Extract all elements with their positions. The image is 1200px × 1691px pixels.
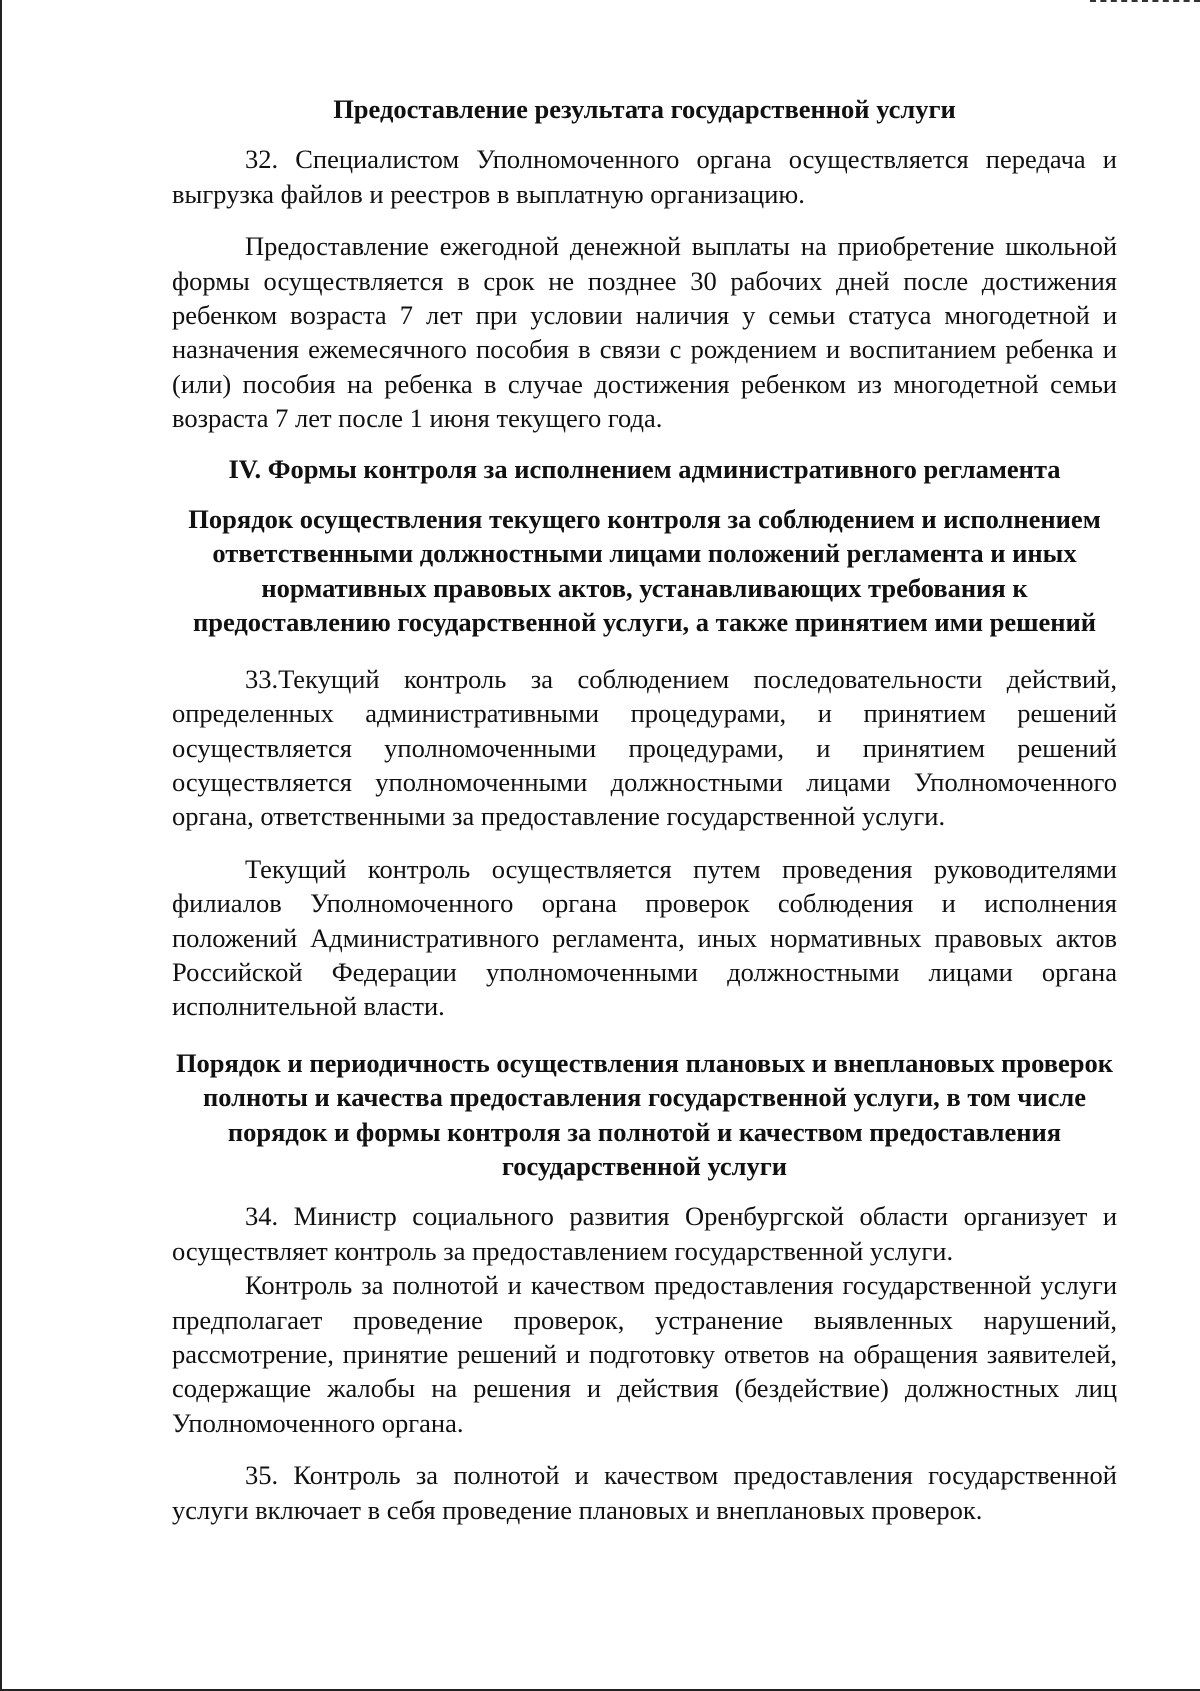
document-body <box>172 92 1117 1527</box>
paragraph-34-control: Контроль за полнотой и качеством предоставления государственной услуги предполагает проведение проверок, устранение выявленных нарушений, рассмотрение, принятие решений и подготовку ответов на обращения заявителей, содержащие жалобы на решения и действия (бездействие) должностных лиц Уполномоченного органа. <box>172 1270 1117 1438</box>
heading-inspections: Порядок и периодичность осуществления плановых и внеплановых проверок полноты и качества предоставления государственной услуги, в том числе порядок и формы контроля за полнотой и качеством предоставления государственной услуги <box>175 1047 1114 1181</box>
paragraph-33-control: Текущий контроль осуществляется путем проведения руководителями филиалов Уполномоченного органа проверок соблюдения и исполнения положений Административного регламента, иных нормативных правовых актов Российской Федерации уполномоченными должностными лицами органа исполнительной власти. <box>172 853 1117 1022</box>
heading-section-4: IV. Формы контроля за исполнением административного регламента <box>228 453 1061 484</box>
heading-result: Предоставление результата государственной услуги <box>333 94 956 124</box>
paragraph-32: 32. Специалистом Уполномоченного органа осуществляется передача и выгрузка файлов и реестров в выплатную организацию. <box>172 144 1117 209</box>
scan-edge-mark <box>1090 0 1200 4</box>
paragraph-35: 35. Контроль за полнотой и качеством предоставления государственной услуги включает в себя проведение плановых и внеплановых проверок. <box>172 1460 1117 1525</box>
paragraph-32-payment: Предоставление ежегодной денежной выплаты на приобретение школьной формы осуществляется в срок не позднее 30 рабочих дней после достижения ребенком возраста 7 лет при условии наличия у семьи статуса многодетной и назначения ежемесячного пособия в связи с рождением и воспитанием ребенка и (или) пособия на ребенка в случае достижения ребенком из многодетной семьи возраста 7 лет после 1 июня текущего года. <box>172 231 1117 434</box>
paragraph-33: 33.Текущий контроль за соблюдением последовательности действий, определенных административными процедурами, и принятием решений осуществляется уполномоченными процедурами, и принятием решений осуществляется уполномоченными должностными лицами Уполномоченного органа, ответственными за предоставление государственной услуги. <box>172 663 1117 832</box>
heading-current-control: Порядок осуществления текущего контроля за соблюдением и исполнением ответственными должностными лицами положений регламента и иных нормативных правовых актов, устанавливающих требования к предоставлению государственной услуги, а также принятием ими решений <box>188 504 1101 638</box>
paragraph-34: 34. Министр социального развития Оренбургской области организует и осуществляет контроль за предоставлением государственной услуги. <box>172 1201 1117 1266</box>
